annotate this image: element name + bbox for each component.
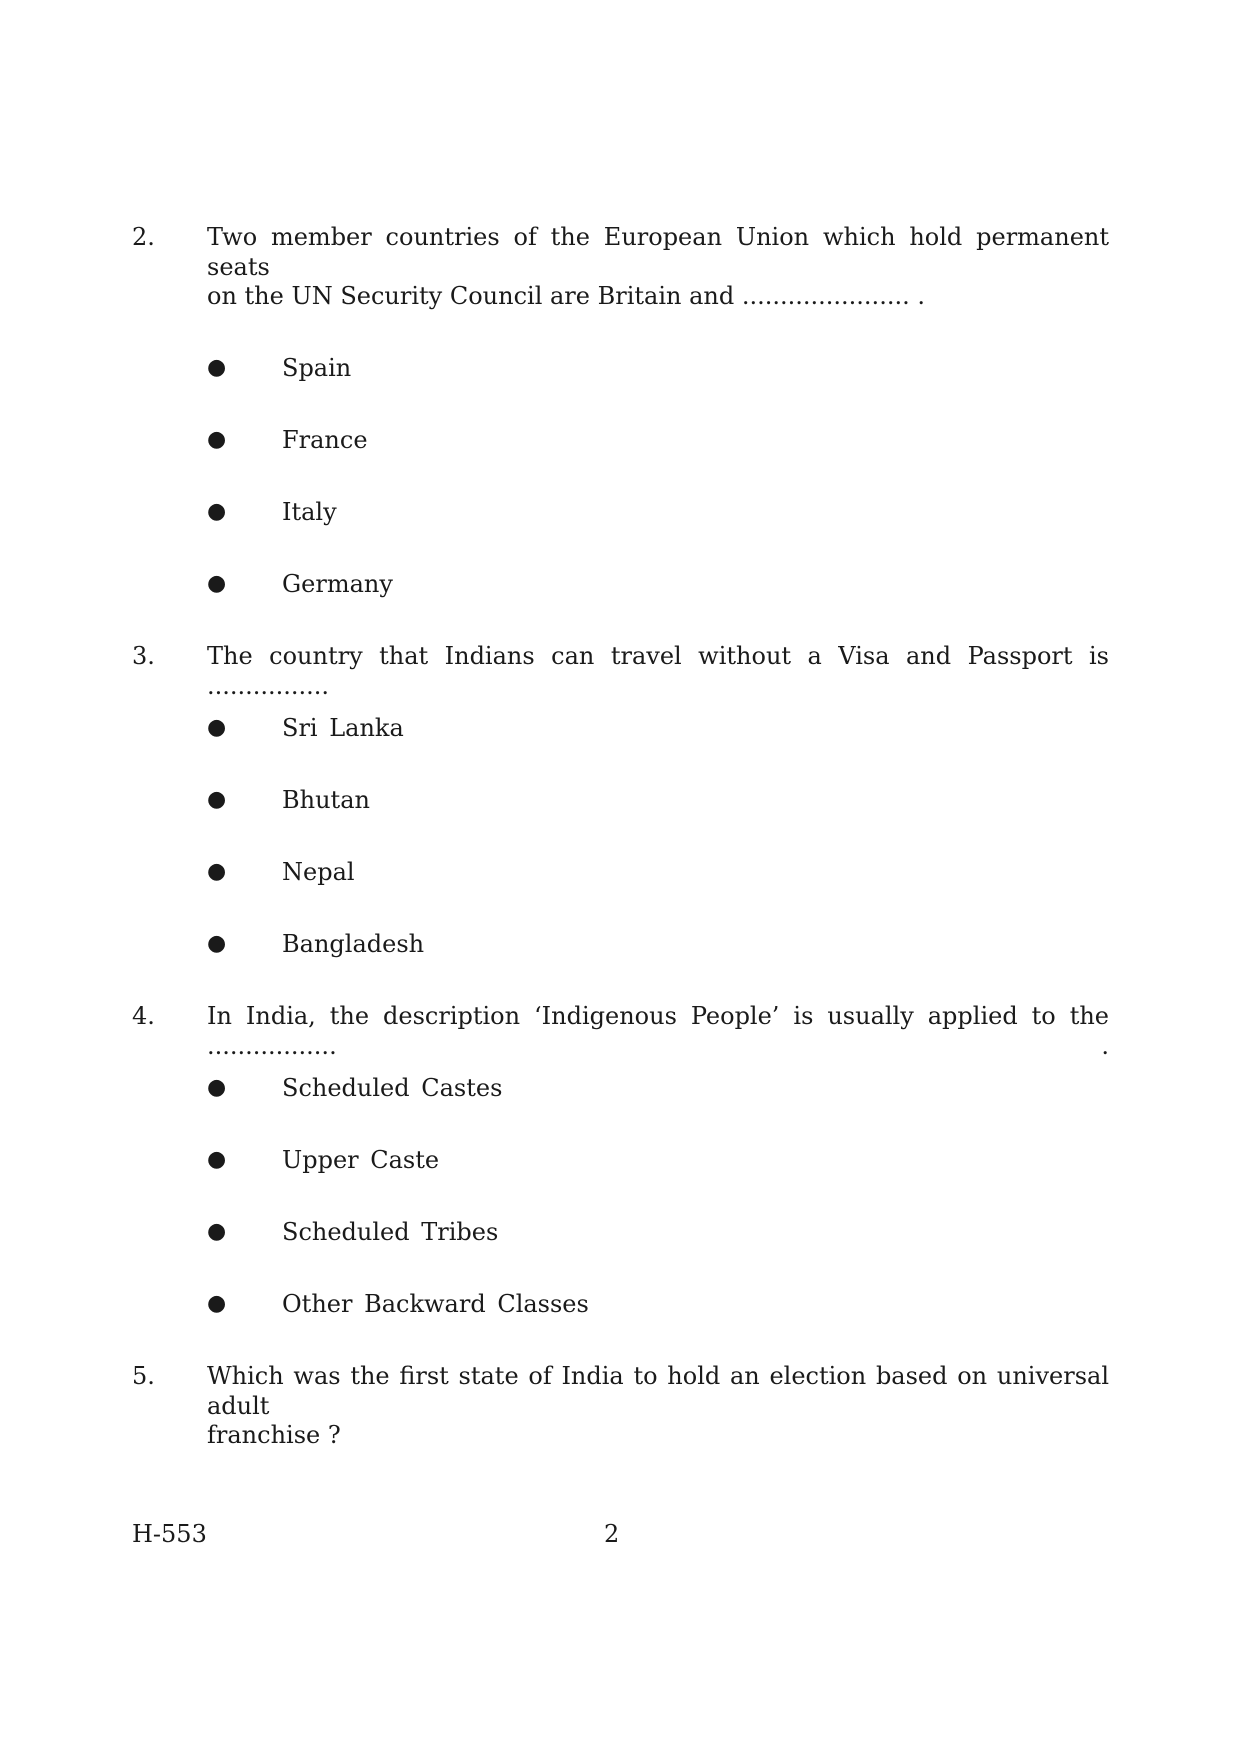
bullet-icon: ●: [207, 787, 227, 812]
question-number: 3.: [132, 642, 155, 670]
option-item: Nepal: [282, 858, 355, 886]
question-text-line: on the UN Security Council are Britain and ...................... .: [207, 282, 925, 310]
bullet-icon: ●: [207, 859, 227, 884]
option-item: Scheduled Castes: [282, 1074, 503, 1102]
option-item: Germany: [282, 570, 393, 598]
option-item: Spain: [282, 354, 352, 382]
bullet-icon: ●: [207, 1075, 227, 1100]
option-item: France: [282, 426, 368, 454]
option-item: Bangladesh: [282, 930, 425, 958]
option-item: Upper Caste: [282, 1146, 440, 1174]
question-number: 2.: [132, 223, 155, 251]
question-number: 5.: [132, 1362, 155, 1390]
question-text-line: Which was the first state of India to hold an election based on universal adult: [207, 1362, 1109, 1420]
bullet-icon: ●: [207, 355, 227, 380]
question-number: 4.: [132, 1002, 155, 1030]
bullet-icon: ●: [207, 427, 227, 452]
option-item: Bhutan: [282, 786, 370, 814]
bullet-icon: ●: [207, 1147, 227, 1172]
question-text-line: franchise ?: [207, 1421, 341, 1449]
bullet-icon: ●: [207, 499, 227, 524]
question-text-line: In India, the description ‘Indigenous People’ is usually applied to the ................. .: [207, 1002, 1109, 1060]
bullet-icon: ●: [207, 1291, 227, 1316]
page-number: 2: [604, 1520, 620, 1548]
option-item: Scheduled Tribes: [282, 1218, 499, 1246]
bullet-icon: ●: [207, 571, 227, 596]
paper-code: H-553: [132, 1520, 207, 1548]
option-item: Sri Lanka: [282, 714, 404, 742]
bullet-icon: ●: [207, 715, 227, 740]
option-item: Other Backward Classes: [282, 1290, 589, 1318]
option-item: Italy: [282, 498, 337, 526]
question-text-line: Two member countries of the European Union which hold permanent seats: [207, 223, 1109, 281]
bullet-icon: ●: [207, 1219, 227, 1244]
question-text-line: The country that Indians can travel without a Visa and Passport is ................: [207, 642, 1109, 700]
bullet-icon: ●: [207, 931, 227, 956]
